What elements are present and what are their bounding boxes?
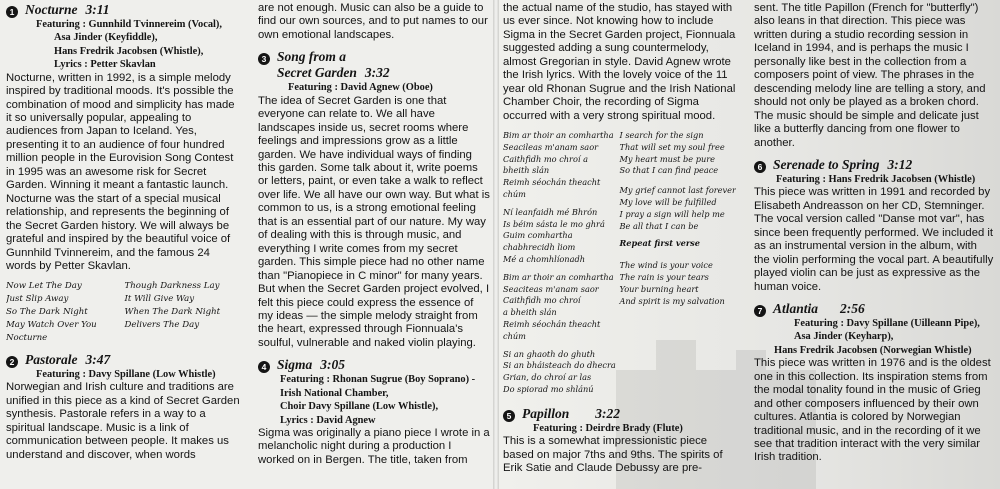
track-number-badge: 5	[503, 410, 515, 422]
track-description: Nocturne, written in 1992, is a simple melody inspired by traditional moods. It's possible the combination of mood and simplicity has made it so universally popular, appealing to audiences from Japan to Iceland. Yes, presenting it to an audience of four hundred million people in the Eurovision Song Contest in 1995 was an awesome risk for Secret Garden. Winning it meant a fantastic launch. Nocturne was the start of a special musical relationship, and represents the beginning of the Secret Garden history. We will always be grateful and inspired by the beautiful voice of Gunnhild Tvinnereim, and the famous 24 words by Petter Skavlan.	[6, 71, 235, 272]
column-3	[503, 2, 736, 476]
lyric-line: The wind is your voice	[619, 260, 713, 271]
lyric-line: Caithfidh mo chroí	[503, 295, 581, 306]
lyric-line: My heart must be pure	[619, 153, 716, 164]
continued-text: sent. The title Papillon (French for "butterfly") also leans in that direction. This piece was written during a studio recording session in Iceland in 1994, and is perhaps the music I personally like best in the collection from a composers point of view. The phrases in the descending melody line are telling a story, and should not only be played as a broken chord. The music should be simple and delicate just like a butterfly dancing from one flower to another.	[754, 2, 986, 149]
track-duration: 3:32	[364, 65, 390, 81]
credit-line: Featuring : Davy Spillane (Low Whistle)	[36, 368, 216, 380]
lyric-line: Reimh séochán theacht chúm	[503, 177, 601, 200]
credit-line: Featuring : Gunnhild Tvinnereim (Vocal),	[36, 19, 222, 30]
track-duration: 3:22	[595, 405, 621, 421]
lyric-line: Be all that I can be	[619, 220, 699, 231]
lyrics-right	[125, 280, 244, 345]
track-heading	[503, 406, 736, 422]
lyric-line: Just Slip Away	[6, 294, 69, 305]
credit-line: Featuring : Hans Fredrik Jacobsen (Whistle)	[776, 173, 976, 185]
lyric-line: Grian, do chroí ar las	[503, 372, 592, 383]
credit-line: Lyrics : David Agnew	[280, 414, 376, 426]
track-credits	[258, 373, 490, 427]
lyric-line: Bim ar thoir an comhartha	[503, 271, 614, 282]
track-credits	[754, 317, 994, 357]
lyric-line: Nocturne	[6, 333, 48, 344]
track-duration: 3:47	[85, 351, 111, 367]
track-title: Atlantia	[773, 301, 819, 317]
credit-line: Featuring : David Agnew (Oboe)	[288, 82, 433, 94]
track-description: This piece was written in 1976 and is the oldest one in this collection. Its inspiration stems from the modal tonality found in the music of Grieg and other composers influenced by their own cultures. Atlantia is colored by Norwegian traditional music, and in the recording of it we see that tradition interact with the very similar Irish tradition.	[754, 357, 991, 464]
continued-text: are not enough. Music can also be a guide to find our own sources, and to put names to our own emotional landscapes.	[258, 2, 488, 41]
track-description: Sigma was originally a piano piece I wrote in a melancholic night during a production I worked on in Bergen. The title, taken from	[258, 427, 490, 466]
track-number-badge: 1	[6, 6, 18, 18]
lyric-line: Reimh séochán theacht chúm	[503, 319, 601, 341]
lyric-line: The rain is your tears	[619, 272, 709, 283]
lyric-line: Mé a chomhlíonadh	[503, 254, 585, 265]
track-title: Sigma	[277, 357, 313, 373]
credit-line: Irish National Chamber,	[280, 387, 389, 399]
lyric-line: Seacileas m'anam saor	[503, 141, 599, 152]
track-credits	[6, 368, 243, 381]
lyric-line: So The Dark Night	[6, 307, 88, 318]
credit-line: Asa Jinder (Keyharp),	[794, 331, 894, 343]
lyric-line: My grief cannot last forever	[619, 185, 736, 196]
track-title: Papillon	[522, 405, 570, 421]
credit-line: Hans Fredrik Jacobsen (Whistle),	[54, 45, 204, 57]
track-duration: 3:12	[887, 156, 913, 172]
track-credits	[258, 81, 490, 94]
credit-line: Asa Jinder (Keyfiddle),	[54, 32, 158, 44]
lyric-repeat-note: Repeat first verse	[619, 238, 700, 249]
lyric-line: Though Darkness Lay	[124, 281, 220, 292]
track-title: Song from a	[277, 49, 347, 65]
lyric-line: Your burning heart	[619, 283, 699, 294]
track-number-badge: 6	[754, 161, 766, 173]
track-title: Secret Garden	[277, 65, 357, 81]
track-heading-line2	[258, 65, 490, 81]
lyric-line: Si an ghaoth do ghuth	[503, 348, 596, 359]
track-description: The idea of Secret Garden is one that everyone can relate to. We all have landscapes inside us, secret rooms where feelings and impressions grow as a little garden. We have individual ways of finding this garden. Some talk about it, write poems or letters, paint, or even take a walk to reflect over life. We all have our own way. But what is common to us, is a strong emotional feeling that is an essential part of our nature. My way of dealing with this is through music, and everything I write comes from my secret garden. This simple piece had no other name than "Pianopiece in C minor" for many years. But when the Secret Garden project evolved, I felt this piece could express the essence of my ideas — the simple melody straight from the heart, expressed through Fionnuala's soulful, vulnerable and naked violin playing.	[258, 94, 490, 349]
credit-line: Featuring : Davy Spillane (Uilleann Pipe),	[794, 318, 980, 330]
track-credits	[6, 18, 243, 72]
lyric-line: bheith slán	[503, 165, 550, 176]
lyric-line: My love will be fulfilled	[619, 197, 717, 208]
credit-line: Featuring : Deirdre Brady (Flute)	[533, 422, 683, 434]
lyric-line: Bim ar thoir an comhartha	[503, 130, 614, 141]
lyric-line: Do spiorad mo shlánú	[503, 384, 594, 395]
credit-line: Choir Davy Spillane (Low Whistle),	[280, 401, 439, 413]
lyric-line: Si an bháisteach do dhecra	[503, 360, 616, 371]
lyric-line: Is béim sásta le mo ghrá	[503, 218, 605, 229]
column-4	[754, 2, 994, 465]
track-description: Norwegian and Irish culture and traditions are unified in this piece as a kind of Secret Garden synthesis. Pastorale refers in a way to a spiritual landscape. Music is a link of communication between people. It makes us understand and discover, when words	[6, 381, 240, 461]
track-credits	[503, 422, 736, 435]
lyrics-english	[620, 130, 737, 396]
track-title: Nocturne	[25, 2, 78, 17]
track-duration: 3:11	[85, 2, 110, 17]
lyric-line: When The Dark Night	[124, 307, 221, 318]
lyric-line: chabhrecidh liom	[503, 242, 576, 253]
lyrics-irish	[503, 130, 620, 396]
track-description: This is a somewhat impressionistic piece based on major 7ths and 9ths. The spirits of Erik Satie and Claude Debussy are pre-	[503, 435, 723, 475]
lyric-line: a bheith slán	[503, 307, 557, 318]
credit-line: Hans Fredrik Jacobsen (Norwegian Whistle)	[774, 344, 972, 356]
lyric-line: I search for the sign	[619, 130, 704, 141]
lyric-line: May Watch Over You	[6, 320, 97, 331]
track-title: Pastorale	[25, 351, 78, 367]
lyric-line: Now Let The Day	[6, 281, 82, 292]
track-credits	[754, 173, 994, 186]
track-title: Serenade to Spring	[773, 156, 880, 172]
lyric-line: So that I can find peace	[619, 165, 719, 176]
lyric-line: And spirit is my salvation	[619, 295, 725, 306]
lyric-line: Guim comhartha	[503, 230, 573, 241]
lyric-line: Seaciteas m'anam saor	[503, 283, 599, 294]
credit-line: Lyrics : Petter Skavlan	[54, 59, 156, 71]
track-heading	[258, 357, 490, 373]
track-heading	[258, 49, 490, 65]
track-duration: 2:56	[840, 301, 865, 317]
track-duration: 3:05	[320, 357, 346, 373]
lyrics-block	[6, 280, 243, 345]
lyric-line: It Will Give Way	[124, 294, 195, 305]
continued-text: the actual name of the studio, has stayed with us ever since. Not knowing how to include Sigma in the Secret Garden project, Fionnuala suggested adding a sung countermelody, almost Gregorian in style. David Agnew wrote the Irish lyrics. With the lovely voice of the 11 year old Rhonan Sugrue and the Irish National Chamber Choir, the recording of Sigma occurred with a very strong spiritual mood.	[503, 2, 736, 122]
column-1	[6, 2, 243, 462]
lyric-line: Caithfidh mo chroí a	[503, 153, 589, 164]
page-fold	[493, 0, 499, 489]
lyric-line: Ní leanfaidh mé Bhrón	[503, 206, 598, 217]
track-number-badge: 7	[754, 305, 766, 317]
track-heading	[6, 352, 243, 368]
track-heading	[754, 157, 994, 173]
track-description: This piece was written in 1991 and recorded by Elisabeth Andreasson on her CD, Stemninger. The vocal version called "Danse mot var", has since been frequently performed. We included it as an instrumental version in the album, with the violin performing the vocal part. A beautifully played violin can be just as expressive as the human voice.	[754, 186, 994, 293]
track-heading	[754, 301, 994, 317]
track-number-badge: 3	[258, 53, 270, 65]
column-2	[258, 2, 490, 467]
track-number-badge: 4	[258, 361, 270, 373]
lyric-line: That will set my soul free	[619, 141, 725, 152]
track-heading	[6, 2, 243, 18]
track-number-badge: 2	[6, 356, 18, 368]
lyric-line: Delivers The Day	[124, 320, 200, 331]
lyric-line: I pray a sign will help me	[619, 208, 725, 219]
credit-line: Featuring : Rhonan Sugrue (Boy Soprano) -	[280, 374, 476, 386]
sigma-lyrics	[503, 130, 736, 396]
lyrics-left	[6, 280, 125, 345]
